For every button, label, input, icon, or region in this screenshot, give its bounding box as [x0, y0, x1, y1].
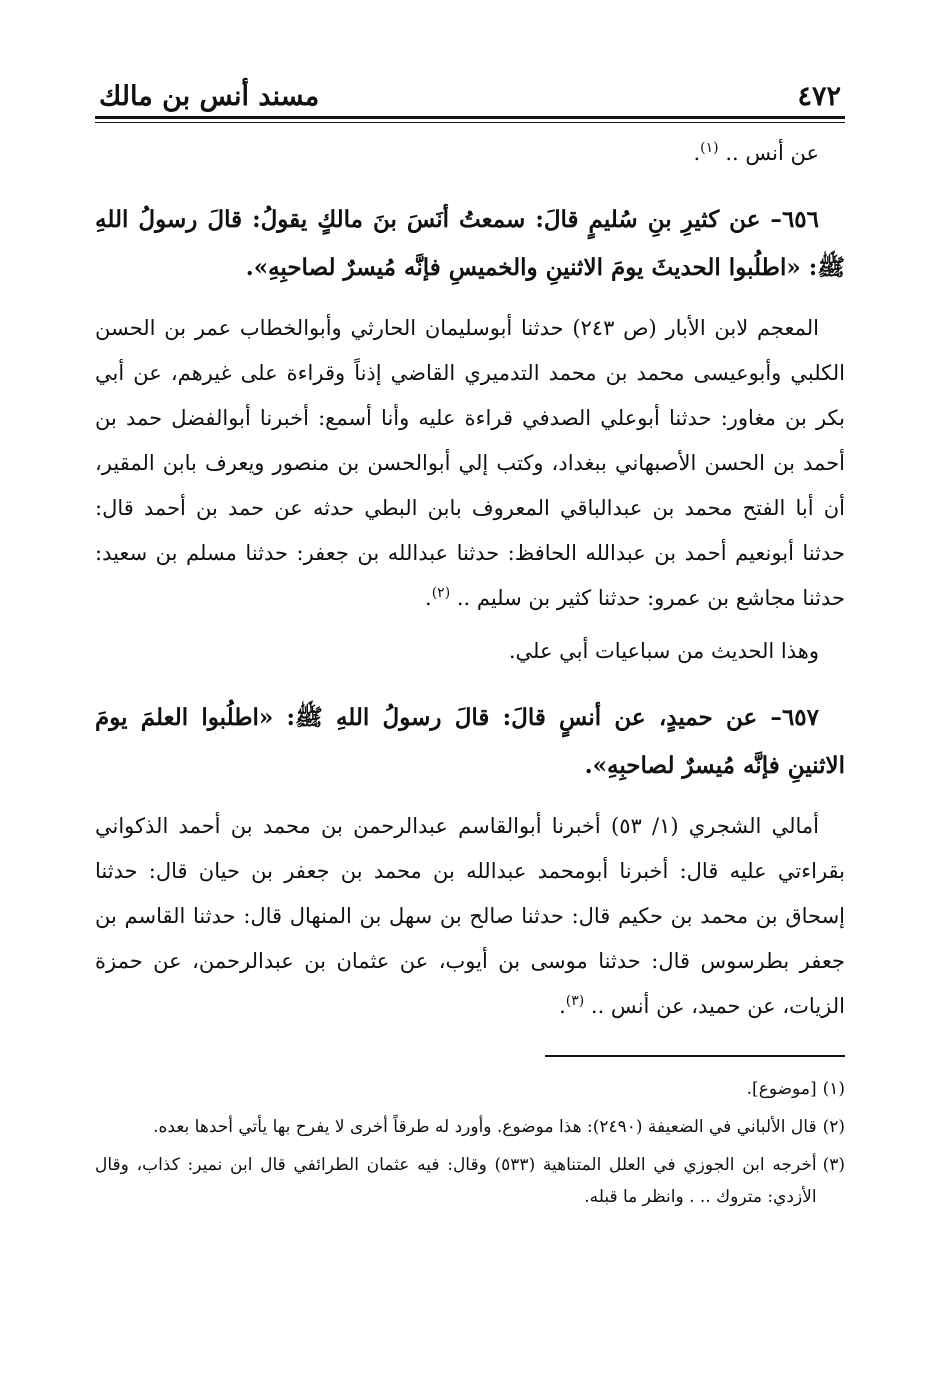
- page-number: ٤٧٢: [797, 81, 841, 112]
- hadith-656: ٦٥٦– عن كثيرِ بنِ سُليمٍ قالَ: سمعتُ أنَسَ بنَ مالكٍ يقولُ: قالَ رسولُ اللهِ ﷺ: «اطلُبوا الحديثَ يومَ الاثنينِ والخميسِ فإنَّه مُيسرٌ لصاحبِهِ».: [95, 206, 845, 281]
- paragraph-continuation: [95, 131, 845, 176]
- footnote-text: [موضوع].: [746, 1079, 817, 1099]
- source-period-657: .: [559, 994, 566, 1018]
- source-period-656: .: [425, 586, 432, 610]
- page-header: [95, 72, 845, 112]
- footnote-ref-3: (٣): [565, 993, 585, 1009]
- source-text-657: أمالي الشجري (١/ ٥٣) أخبرنا أبوالقاسم عبدالرحمن بن محمد بن أحمد الذكواني بقراءتي عليه قال: أخبرنا أبومحمد عبدالله بن محمد بن جعفر بن حيان قال: حدثنا إسحاق بن محمد بن حكيم قال: حدثنا صالح بن سهل بن المنهال قال: حدثنا القاسم بن جعفر بطرسوس قال: حدثنا موسى بن أيوب، عن عثمان بن عبدالرحمن، عن حمزة الزيات، عن حميد، عن أنس ..: [95, 814, 845, 1018]
- footnote-item: [95, 1073, 845, 1105]
- footnote-separator: [545, 1055, 845, 1057]
- source-paragraph-656: [95, 306, 845, 621]
- hadith-657: ٦٥٧– عن حميدٍ، عن أنسٍ قالَ: قالَ رسولُ اللهِ ﷺ: «اطلُبوا العلمَ يومَ الاثنينِ فإنَّه مُيسرٌ لصاحبِهِ».: [95, 704, 845, 779]
- source-text-656: المعجم لابن الأبار (ص ٢٤٣) حدثنا أبوسليمان الحارثي وأبوالخطاب عمر بن الحسن الكلبي وأبوعيسى محمد بن محمد التدميري القاضي إذناً وقراءة على غيرهم، عن أبي بكر بن مغاور: حدثنا أبوعلي الصدفي قراءة عليه وأنا أسمع: أخبرنا أبوالفضل حمد بن أحمد بن الحسن الأصبهاني ببغداد، وكتب إلي أبوالحسن بن منصور ويعرف بابن المقير، أن أبا الفتح محمد بن عبدالباقي المعروف بابن البطي حدثه عن حمد بن أحمد قال: حدثنا أبونعيم أحمد بن عبدالله الحافظ: حدثنا عبدالله بن جعفر: حدثنا مسلم بن سعيد: حدثنا مجاشع بن عمرو: حدثنا كثير بن سليم ..: [95, 316, 845, 610]
- header-rule-thick: [95, 116, 845, 119]
- running-title: مسند أنس بن مالك: [99, 81, 320, 112]
- source-paragraph-657: [95, 804, 845, 1029]
- footnote-text: قال الألباني في الضعيفة (٢٤٩٠): هذا موضوع. وأورد له طرقاً أخرى لا يفرح بها يأتي أحدها بعده.: [153, 1117, 817, 1137]
- header-rule-thin: [95, 122, 845, 123]
- footnote-number: (٣): [822, 1155, 845, 1175]
- footnote-ref-2: (٢): [431, 585, 451, 601]
- footnote-ref-1: (١): [700, 140, 719, 156]
- footnotes: [95, 1073, 845, 1213]
- continuation-text: عن أنس ..: [718, 141, 819, 165]
- footnote-number: (١): [822, 1079, 845, 1099]
- continuation-period: .: [693, 141, 701, 165]
- footnote-item: [95, 1149, 845, 1213]
- footnote-item: [95, 1111, 845, 1143]
- note-paragraph: وهذا الحديث من سباعيات أبي علي.: [508, 639, 819, 663]
- book-page: [95, 72, 845, 1213]
- footnote-text: أخرجه ابن الجوزي في العلل المتناهية (٥٣٣) وقال: فيه عثمان الطرائفي قال ابن نمير: كذاب، وقال الأزدي: متروك .. . وانظر ما قبله.: [95, 1155, 817, 1207]
- footnote-number: (٢): [822, 1117, 845, 1137]
